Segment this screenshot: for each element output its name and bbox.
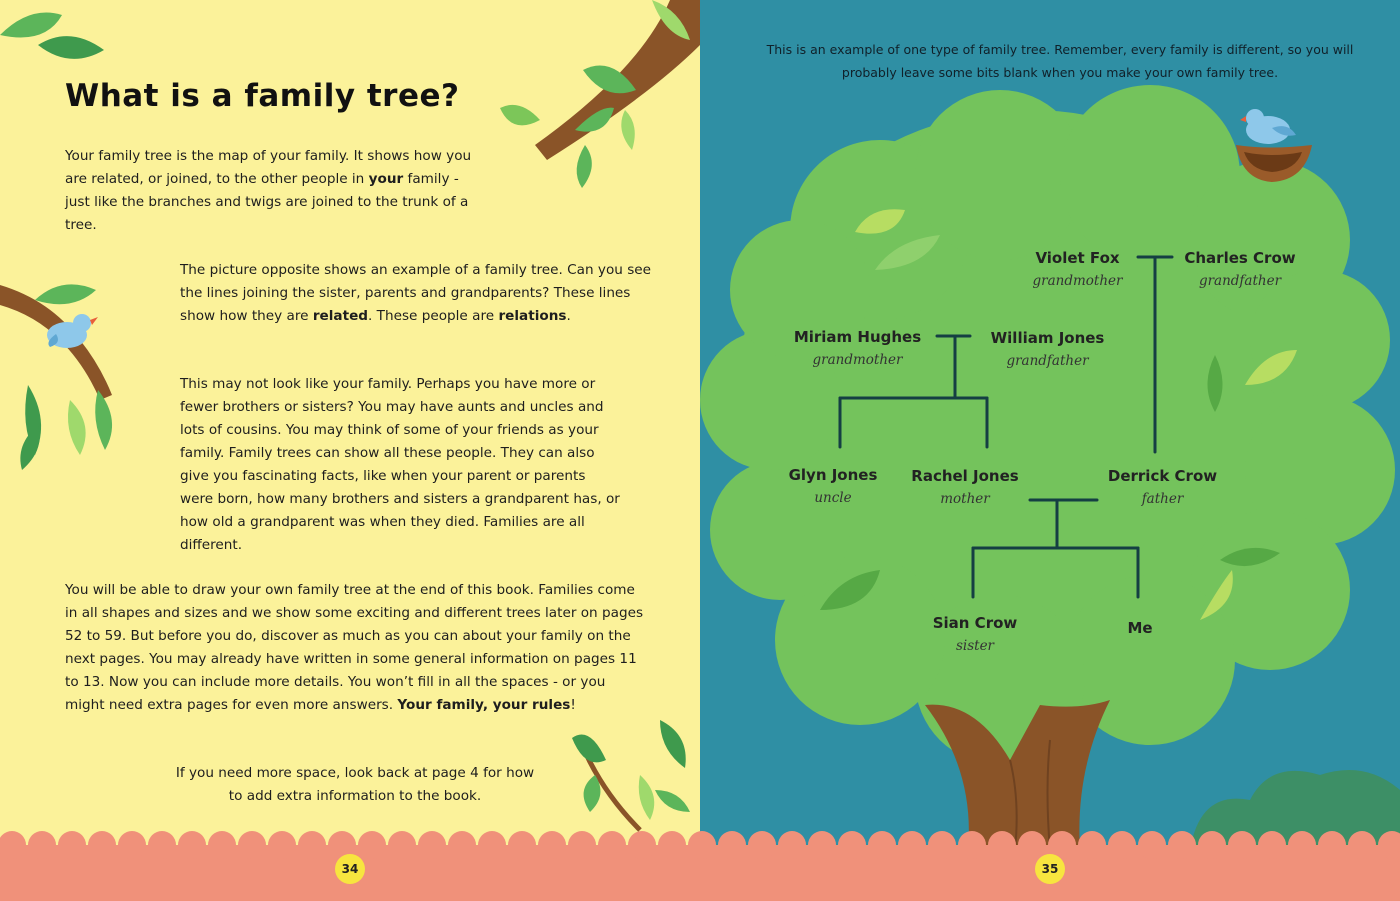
- person-relation: grandfather: [1006, 353, 1089, 369]
- bottom-fence: [0, 831, 1400, 901]
- person-rachel-jones: [900, 466, 1030, 509]
- person-relation: grandmother: [812, 352, 903, 368]
- families-differ-paragraph: This may not look like your family. Perhaps you have more or fewer brothers or sisters? You may have aunts and uncles and lots of cousins. You may think of some of your friends as your family. Family trees can show all these people. They can also give you fascinating facts, like when your parent or parents were born, how many brothers and sisters a grandparent has, or how old a grandparent was when they died. Families are all different.: [180, 376, 620, 553]
- intro-paragraph: Your family tree is the map of your family. It shows how you are related, or joined, to the other people in your family - just like the branches and twigs are joined to the trunk of a tree.: [65, 148, 472, 233]
- person-name: Rachel Jones: [911, 467, 1019, 485]
- person-name: Me: [1127, 619, 1153, 637]
- person-relation: grandmother: [1032, 273, 1123, 289]
- person-relation: grandfather: [1198, 273, 1282, 289]
- person-sian-crow: [920, 613, 1030, 656]
- person-name: Violet Fox: [1035, 249, 1120, 267]
- person-relation: father: [1141, 491, 1184, 507]
- person-me: [1110, 618, 1170, 638]
- person-name: Sian Crow: [932, 614, 1018, 632]
- person-miriam-hughes: [790, 327, 925, 370]
- page-title: What is a family tree?: [65, 78, 460, 114]
- person-name: Charles Crow: [1184, 249, 1296, 267]
- person-glyn-jones: [778, 465, 888, 508]
- leaves-top-left: [0, 13, 104, 59]
- bottom-stem-leaves: [572, 720, 690, 830]
- example-paragraph: The picture opposite shows an example of a family tree. Can you see the lines joining the sister, parents and grandparents? These lines show how they are related. These people are relations.: [180, 262, 652, 324]
- person-name: Miriam Hughes: [793, 328, 922, 346]
- draw-your-tree-paragraph: You will be able to draw your own family tree at the end of this book. Families come in all shapes and sizes and we show some exciting and different trees later on pages 52 to 59. But before you do, discover as much as you can about your family on the next pages. You may already have written in some general information on pages 11 to 13. Now you can include more details. You won’t fill in all the spaces - or you might need extra pages for even more answers. Your family, your rules!: [65, 582, 644, 713]
- extra-space-tip: If you need more space, look back at page 4 for how to add extra information to the book.: [175, 765, 535, 804]
- person-william-jones: [980, 328, 1115, 371]
- person-name: Glyn Jones: [788, 466, 878, 484]
- person-relation: sister: [955, 638, 995, 654]
- person-relation: mother: [940, 491, 990, 507]
- tree-note: This is an example of one type of family tree. Remember, every family is different, so you will probably leave some bits blank when you make your own family tree.: [766, 42, 1354, 80]
- tree-canopy: [700, 85, 1395, 765]
- person-name: William Jones: [990, 329, 1105, 347]
- person-name: Derrick Crow: [1107, 467, 1218, 485]
- page-number-left: 34: [335, 854, 365, 884]
- person-violet-fox: [1015, 248, 1140, 291]
- person-derrick-crow: [1095, 466, 1230, 509]
- person-charles-crow: [1175, 248, 1305, 291]
- branch-left: [0, 284, 112, 470]
- page-number-right: 35: [1035, 854, 1065, 884]
- branch-top-right: [500, 0, 700, 188]
- person-relation: uncle: [814, 490, 852, 506]
